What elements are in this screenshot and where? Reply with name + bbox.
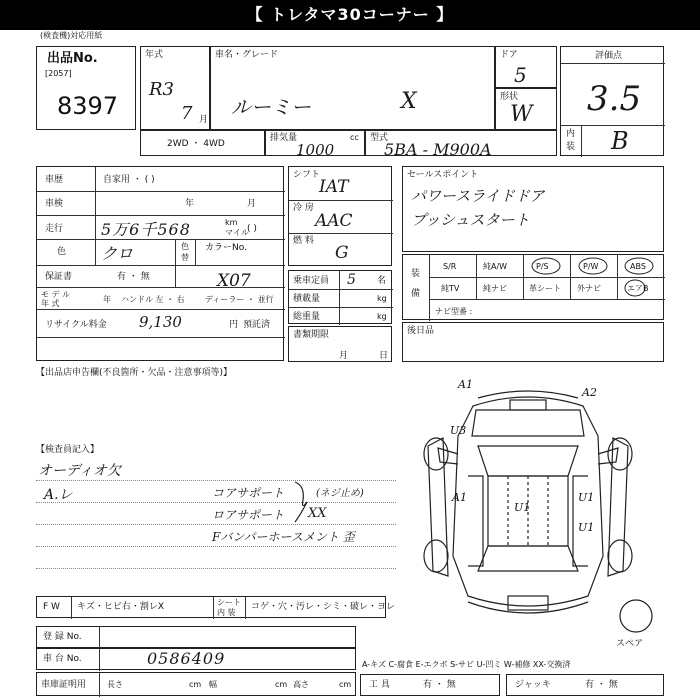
wheel-rr <box>608 540 632 572</box>
recycle-suffix: 預託済 <box>243 320 271 330</box>
color-value: クロ <box>101 244 134 263</box>
model-code-label: 型式 <box>370 133 389 143</box>
recycle-value: 9,130 <box>139 313 182 331</box>
weight-unit: kg <box>377 312 387 321</box>
rear-bumper <box>468 602 588 613</box>
registration-block <box>288 326 392 362</box>
note-line-1: オーディオ欠 <box>38 463 121 479</box>
year-label: 年式 <box>145 50 164 60</box>
registration-day: 日 <box>379 351 389 361</box>
color-no-label: カラーNo. <box>205 243 247 253</box>
fw-row <box>36 596 396 618</box>
seat-text: コゲ・穴・汚レ・シミ・破レ・ヨレ <box>251 602 396 612</box>
jack-label: ジャッキ <box>515 680 551 690</box>
model-year-label-2: 年 式 <box>41 299 60 308</box>
repaint-label-1: 色 <box>181 242 189 251</box>
seller-notes-label: 【出品店申告欄(不良箇所・欠品・注意事項等)】 <box>36 368 233 378</box>
mileage-label: 走行 <box>45 224 64 234</box>
color-no-value: X07 <box>217 271 251 291</box>
details-table <box>36 166 284 361</box>
weight-label: 総重量 <box>293 312 321 322</box>
aircon-value: AAC <box>315 211 353 231</box>
hood <box>472 410 584 436</box>
aircon-label: 冷 房 <box>293 203 314 213</box>
rear-plate <box>508 596 548 610</box>
post-date-label: 後日品 <box>407 326 435 336</box>
displacement-cell <box>265 130 365 159</box>
tools-label: 工 具 <box>369 680 390 690</box>
mark-a2-top: A2 <box>582 386 597 399</box>
sales-points-label: セールスポイント <box>407 170 479 180</box>
cert-row <box>36 672 356 696</box>
left-profile <box>428 438 448 576</box>
capacity-label: 乗車定員 <box>293 276 330 286</box>
reg-no-label: 登 録 No. <box>43 632 82 642</box>
chassis-no-value: 0586409 <box>147 649 226 668</box>
recycle-label: リサイクル料金 <box>45 320 107 330</box>
left-side <box>468 476 483 566</box>
interior-label-1: 内 <box>566 129 576 139</box>
doors-cell <box>495 46 557 88</box>
cert-label: 車庫証明用 <box>41 680 87 690</box>
model-year-unit: 年 <box>103 295 111 304</box>
equip-airbag: エアB <box>627 284 649 293</box>
equip-ps: P/S <box>536 262 549 271</box>
warranty-label: 保証書 <box>45 272 73 282</box>
equipment-label-1: 装 <box>411 269 421 279</box>
handle-option: ハンドル 左 ・ 右 <box>121 295 185 304</box>
repaint-label-2: 替 <box>181 253 189 262</box>
displacement-value: 1000 <box>296 141 335 159</box>
displacement-unit: cc <box>350 133 359 142</box>
year-era: R3 <box>149 79 175 100</box>
car-name-value: ルーミー <box>231 95 311 119</box>
shift-label: シフト <box>293 170 321 180</box>
equipment-label-2: 備 <box>411 289 421 299</box>
equipment-grid <box>402 254 664 320</box>
note-line-5: Fバンパーホースメント 歪 <box>212 530 355 544</box>
year-month-unit: 月 <box>199 115 209 125</box>
post-date-cell <box>402 322 664 362</box>
lot-label: 出品No. <box>47 51 98 66</box>
circle-ps <box>532 258 560 274</box>
circle-pw <box>579 258 607 274</box>
note-line-4: ロアサポート <box>212 508 285 522</box>
circle-airbag <box>625 280 645 296</box>
form-note: (検査機)対応用紙 <box>40 31 103 40</box>
year-month: 7 <box>181 103 193 124</box>
sales-point-2: プッシュスタート <box>411 211 530 229</box>
lot-stamp: [2057] <box>45 69 72 78</box>
drive-label: 2WD ・ 4WD <box>167 139 225 149</box>
circle-abs <box>625 258 653 274</box>
mark-u3: U3 <box>450 424 467 437</box>
mark-u1-right: U1 <box>578 491 595 504</box>
shape-label: 形状 <box>500 92 519 102</box>
color-label: 色 <box>57 247 67 257</box>
lot-box <box>36 46 136 130</box>
front-grille <box>510 400 546 410</box>
load-label: 積載量 <box>293 294 321 304</box>
capacity-unit: 名 <box>377 276 387 286</box>
cert-length-unit: cm <box>189 680 202 689</box>
history-value: 自家用 ・ ( ) <box>103 175 155 185</box>
year-cell <box>140 46 210 130</box>
jack-value: 有 ・ 無 <box>585 680 618 690</box>
registration-label: 書類期限 <box>293 330 330 340</box>
load-unit: kg <box>377 294 387 303</box>
windshield <box>478 446 578 476</box>
navi-model-label: ナビ型番 : <box>435 307 473 316</box>
cert-height-label: 高さ <box>293 680 309 689</box>
tools-row <box>360 674 500 696</box>
wheel-rl <box>424 540 448 572</box>
spare-circle <box>620 600 652 632</box>
mileage-paren: ( ) <box>247 224 257 234</box>
brace-mark <box>291 480 311 524</box>
capacity-value: 5 <box>347 272 356 288</box>
mileage-value: 5万6千568 <box>101 220 191 239</box>
inspection-label: 車検 <box>45 199 64 209</box>
seat-label-2: 内 装 <box>217 608 236 617</box>
doors-value: 5 <box>514 63 527 87</box>
mark-u1-center: U1 <box>514 501 531 514</box>
mileage-km: km <box>225 218 238 227</box>
cert-width-label: 幅 <box>209 680 217 689</box>
chassis-row <box>36 648 356 670</box>
sales-points-cell <box>402 166 664 252</box>
wheel-fr <box>608 438 632 470</box>
equip-sr: S/R <box>443 262 457 271</box>
tools-value: 有 ・ 無 <box>423 680 456 690</box>
score-label: 評価点 <box>595 51 623 61</box>
cert-height-unit: cm <box>339 680 352 689</box>
equip-navi: 純ナビ <box>483 284 507 293</box>
inspector-notes-area <box>36 458 396 588</box>
jack-row <box>506 674 664 696</box>
note-line-4b: XX <box>308 506 327 521</box>
drive-cell <box>140 130 265 156</box>
lot-number: 8397 <box>57 92 119 120</box>
inspector-label: 【検査員記入】 <box>36 445 100 455</box>
displacement-label: 排気量 <box>270 133 298 143</box>
mileage-mile: マイル <box>225 228 249 237</box>
car-name-cell <box>210 46 495 130</box>
registration-month: 月 <box>339 351 349 361</box>
fw-text: キズ・ヒビ右・割レX <box>77 602 164 612</box>
equipment-circles <box>429 255 665 299</box>
shape-value: W <box>510 102 533 127</box>
fw-label: F W <box>43 602 60 612</box>
fuel-value: G <box>335 243 349 263</box>
seat-label-1: シート <box>217 598 241 607</box>
score-value: 3.5 <box>587 79 642 119</box>
page-header: 【 トレタマ30コーナー 】 <box>0 0 700 30</box>
inspection-year-unit: 年 <box>185 199 195 209</box>
shift-aircon-fuel <box>288 166 392 266</box>
mark-a1-top: A1 <box>458 378 473 391</box>
interior-value: B <box>611 127 629 155</box>
fuel-label: 燃 料 <box>293 236 314 246</box>
history-label: 車歴 <box>45 175 64 185</box>
mark-a1-left: A1 <box>452 491 467 504</box>
recycle-unit: 円 <box>229 320 239 330</box>
shape-cell <box>495 88 557 130</box>
equip-pw: P/W <box>583 262 599 271</box>
chassis-no-label: 車 台 No. <box>43 654 82 664</box>
mark-u1-right2: U1 <box>578 521 595 534</box>
cert-width-unit: cm <box>275 680 288 689</box>
shift-value: IAT <box>319 177 349 197</box>
equip-tv: 純TV <box>441 284 460 293</box>
equip-ext-navi: 外ナビ <box>577 284 601 293</box>
note-line-3: コアサポート <box>212 486 285 500</box>
rear-window <box>478 546 578 571</box>
score-cell <box>560 46 664 156</box>
reg-row <box>36 626 356 648</box>
sales-point-1: パワースライドドア <box>411 187 545 205</box>
equip-abs: ABS <box>630 262 646 271</box>
doors-label: ドア <box>500 50 518 60</box>
spare-label: スペア <box>616 639 644 649</box>
car-name-label: 車名・グレード <box>215 50 279 60</box>
inspection-month-unit: 月 <box>247 199 257 209</box>
right-profile <box>608 438 628 576</box>
model-code-value: 5BA - M900A <box>384 140 492 159</box>
dealer-option: ディーラー ・ 並行 <box>205 295 274 304</box>
warranty-value: 有 ・ 無 <box>117 272 150 282</box>
note-line-2: A.レ <box>44 487 73 503</box>
interior-label-2: 装 <box>566 142 576 152</box>
car-grade: X <box>401 89 417 114</box>
equip-leather: 革シート <box>529 284 561 293</box>
model-code-cell <box>365 130 557 159</box>
model-year-label-1: モ デ ル <box>41 290 71 299</box>
note-line-3b: (ネジ止め) <box>316 488 364 499</box>
equip-aw: 純A/W <box>483 262 508 271</box>
capacity-block <box>288 270 392 324</box>
damage-diagram <box>398 376 668 634</box>
damage-legend: A-キズ C-腐食 E-エクボ S-サビ U-凹ミ W-補修 XX-交換済 <box>362 660 571 669</box>
cert-length-label: 長さ <box>107 680 123 689</box>
wheel-fl <box>424 438 448 470</box>
